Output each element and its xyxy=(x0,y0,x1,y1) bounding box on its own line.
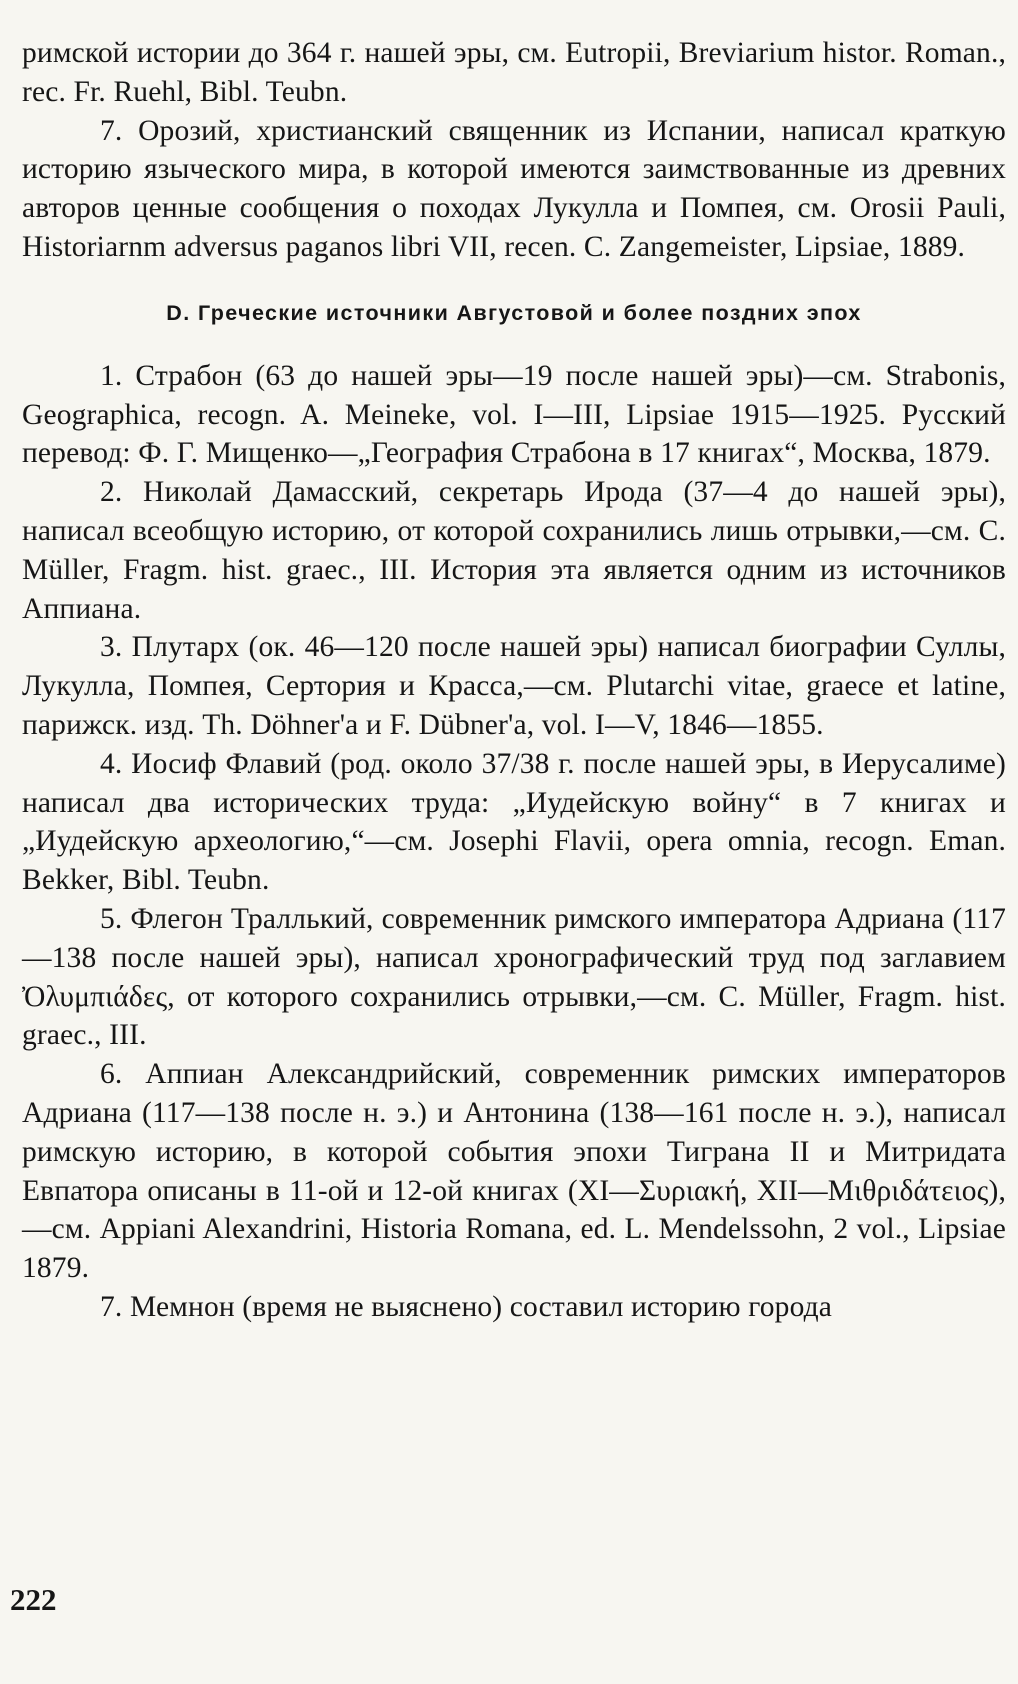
section-d-item-7: 7. Мемнон (время не выяснено) составил историю города xyxy=(100,1290,833,1323)
section-d-item-2: 2. Николай Дамасский, секретарь Ирода (37—4 до нашей эры), написал всеобщую историю, от которой сохранились лишь отрывки,—см. C. Müller, Fragm. hist. graec., III. История эта является одним из источников Аппиана. xyxy=(22,476,1006,625)
section-d-item-1: 1. Страбон (63 до нашей эры—19 после нашей эры)—см. Strabonis, Geographica, recogn. A. Meineke, vol. I—III, Lipsiae 1915—1925. Русский перевод: Ф. Г. Мищенко—„География Страбона в 17 книгах“, Москва, 1879. xyxy=(22,359,1006,470)
page-body xyxy=(22,34,1006,1327)
section-d-item-3: 3. Плутарх (ок. 46—120 после нашей эры) написал биографии Суллы, Лукулла, Помпея, Сертория и Красса,—см. Plutarchi vitae, graece et latine, парижск. изд. Th. Döhner'a и F. Dübner'a, vol. I—V, 1846—1855. xyxy=(22,631,1006,741)
section-d-item-6: 6. Аппиан Александрийский, современник римских императоров Адриана (117—138 после н. э.) и Антонина (138—161 после н. э.), написал римскую историю, в которой события эпохи Тиграна II и Митридата Евпатора описаны в 11-ой и 12-ой книгах (XI—Συριακή, XII—Μιθριδάτειος),—см. Appiani Alexandrini, Historia Romana, ed. L. Mendelssohn, 2 vol., Lipsiae 1879. xyxy=(22,1058,1006,1285)
continuation-paragraph: римской истории до 364 г. нашей эры, см. Eutropii, Breviarium histor. Roman., rec. Fr. Ruehl, Bibl. Teubn. xyxy=(22,37,1006,108)
section-c-item-7: 7. Орозий, христианский священник из Испании, написал краткую историю языческого мира, в которой имеются заимствованные из древних авторов ценные сообщения о походах Лукулла и Помпея, см. Orosii Pauli, Historiarnm adversus paganos libri VII, recen. C. Zangemeister, Lipsiae, 1889. xyxy=(22,114,1006,263)
section-d-item-4: 4. Иосиф Флавий (род. около 37/38 г. после нашей эры, в Иерусалиме) написал два исторических труда: „Иудейскую войну“ в 7 книгах и „Иудейскую археологию,“—см. Josephi Flavii, opera omnia, recogn. Eman. Bekker, Bibl. Teubn. xyxy=(22,747,1006,897)
section-d-heading: D. Греческие источники Августовой и более поздних эпох xyxy=(166,300,862,325)
section-d-item-5: 5. Флегон Траллький, современник римского императора Адриана (117—138 после нашей эры), написал хронографический труд под заглавием Ὀλυμπιάδες, от которого сохранились отрывки,—см. C. Müller, Fragm. hist. graec., III. xyxy=(22,902,1006,1052)
page-number: 222 xyxy=(10,1582,57,1617)
